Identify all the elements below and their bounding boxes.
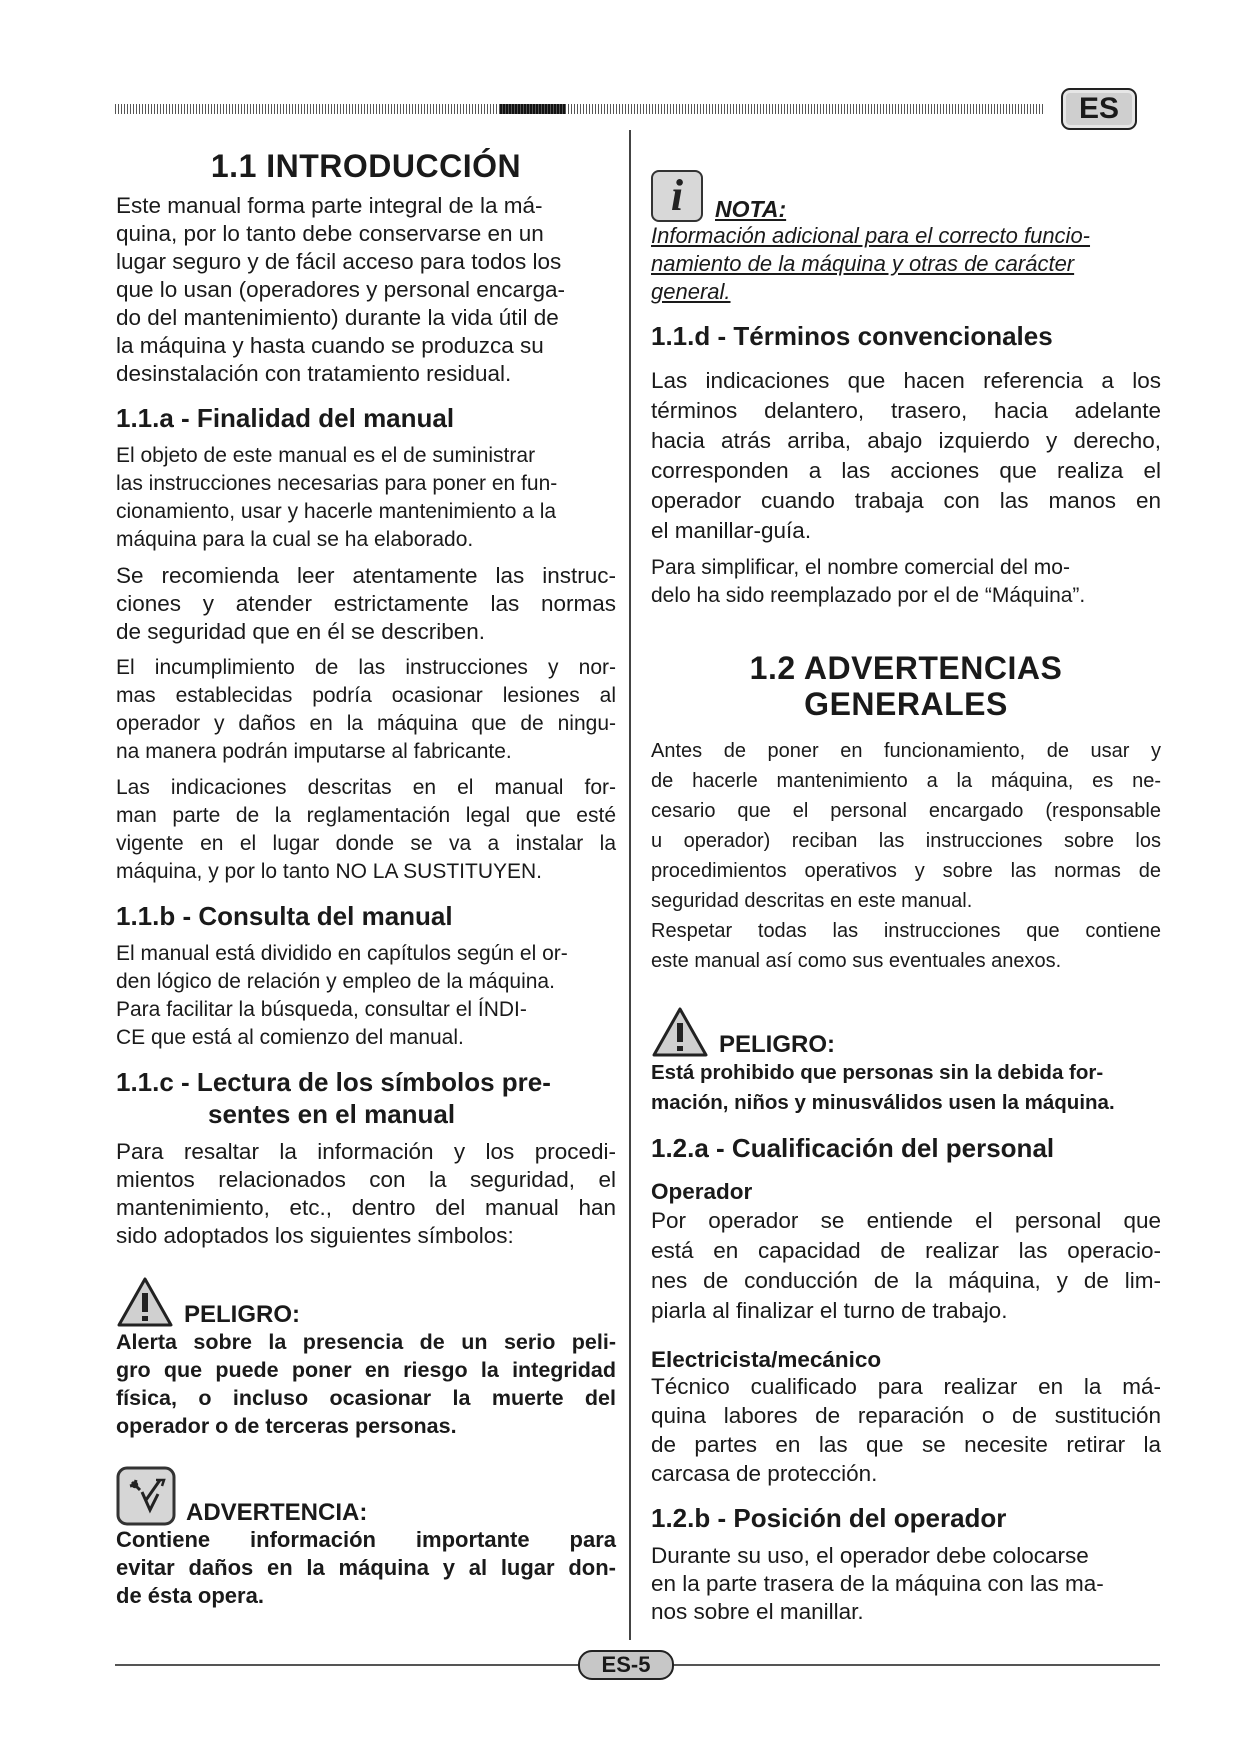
terminos-paragraph-1 [651,366,1161,546]
peligro-symbol-row [116,1272,616,1328]
lectura-paragraph [116,1138,616,1250]
text-line: mas establecidas podría ocasionar lesiones al [116,684,616,707]
text-line: carcasa de protección. [651,1461,878,1486]
text-line: Información adicional para el correcto funcio- [651,223,1091,248]
heading-terminos: 1.1.d - Términos convencionales [651,321,1053,351]
finalidad-paragraph-2 [116,562,616,646]
header-rule-accent [500,104,565,114]
text-line: Técnico cualificado para realizar en la má- [651,1374,1161,1399]
posicion-text [651,1542,1161,1626]
peligro-symbol-row-right [651,1002,1161,1058]
text-line: el manillar-guía. [651,518,812,543]
finalidad-paragraph-1 [116,442,616,554]
text-line: do del mantenimiento) durante la vida útil de [116,305,559,330]
text-line: evitar daños en la máquina y al lugar don- [116,1555,616,1580]
text-line: Por operador se entiende el personal que [651,1208,1161,1233]
text-line: Alerta sobre la presencia de un serio peli- [116,1330,616,1354]
text-line: den lógico de relación y empleo de la máquina. [116,970,555,993]
text-line: na manera podrán imputarse al fabricante. [116,740,512,763]
right-column [651,164,1161,1626]
text-line: man parte de la reglamentación legal que esté [116,804,616,827]
electricista-text [651,1372,1161,1488]
text-line: Respetar todas las instrucciones que contiene [651,920,1161,942]
advertencias-paragraph-2 [651,916,1161,976]
warning-triangle-icon [116,1276,174,1328]
page-number: ES-5 [578,1650,674,1680]
advertencia-text [116,1526,616,1610]
text-line: quina, por lo tanto debe conservarse en un [116,221,544,246]
text-line: está en capacidad de realizar las operacio- [651,1238,1161,1263]
nota-label: NOTA: [715,196,787,222]
text-line: máquina para la cual se ha elaborado. [116,528,474,551]
language-badge: ES [1061,88,1137,130]
section-title-advertencias-cont: GENERALES [804,686,1008,722]
text-line: delo ha sido reemplazado por el de “Máquina”. [651,584,1086,607]
column-divider [629,130,631,1640]
left-column [116,148,616,1610]
text-line: cesario que el personal encargado (responsable [651,800,1161,822]
section-title-advertencias: 1.2 ADVERTENCIAS [749,650,1063,686]
text-line: quina labores de reparación o de sustitución [651,1403,1161,1428]
warning-triangle-icon [651,1006,709,1058]
peligro-label: PELIGRO: [184,1301,301,1328]
text-line: máquina, y por lo tanto NO LA SUSTITUYEN. [116,860,543,883]
text-line: Está prohibido que personas sin la debida for- [651,1061,1104,1084]
text-line: El objeto de este manual es el de suministrar [116,444,536,467]
finalidad-paragraph-4 [116,774,616,886]
text-line: gro que puede poner en riesgo la integridad [116,1358,616,1382]
info-icon: i [651,170,703,222]
text-line: vigente en el lugar donde se va a instalar la [116,832,616,855]
text-line: Contiene información importante para [116,1527,616,1552]
text-line: de hacerle mantenimiento a la máquina, es ne- [651,770,1161,792]
section-title-introduccion: 1.1 INTRODUCCIÓN [210,148,522,184]
text-line: operador y daños en la máquina que de ningu- [116,712,616,735]
text-line: ciones y atender estrictamente las normas [116,591,616,616]
text-line: que lo usan (operadores y personal encarga- [116,277,566,302]
text-line: de ésta opera. [116,1583,264,1608]
text-line: piarla al finalizar el turno de trabajo. [651,1298,1008,1323]
text-line: hacia atrás arriba, abajo izquierdo y derecho, [651,428,1161,453]
electricista-subheading: Electricista/mecánico [651,1347,882,1372]
text-line: corresponden a las acciones que realiza el [651,458,1161,483]
heading-posicion: 1.2.b - Posición del operador [651,1503,1007,1533]
text-line: Este manual forma parte integral de la má- [116,193,543,218]
text-line: Para facilitar la búsqueda, consultar el ÍNDI- [116,998,527,1021]
operador-text [651,1206,1161,1326]
text-line: El incumplimiento de las instrucciones y nor- [116,656,616,679]
text-line: mantenimiento, etc., dentro del manual han [116,1195,616,1220]
advertencias-paragraph-1 [651,736,1161,916]
text-line: general. [651,279,731,304]
advertencia-symbol-row [116,1462,616,1526]
text-line: física, o incluso ocasionar la muerte del [116,1386,616,1410]
header-rule [115,104,1043,114]
page-header [115,88,1160,132]
text-line: operador cuando trabaja con las manos en [651,488,1161,513]
text-line: El manual está dividido en capítulos según el or- [116,942,568,965]
text-line: nes de conducción de la máquina, y de lim- [651,1268,1161,1293]
text-line: mientos relacionados con la seguridad, el [116,1167,616,1192]
text-line: Antes de poner en funcionamiento, de usar y [651,740,1161,762]
text-line: procedimientos operativos y sobre las normas de [651,860,1161,882]
text-line: Para simplificar, el nombre comercial del mo- [651,556,1070,579]
text-line: Para resaltar la información y los procedi- [116,1139,616,1164]
text-line: la máquina y hasta cuando se produzca su [116,333,544,358]
text-line: este manual así como sus eventuales anexos. [651,950,1062,972]
text-line: desinstalación con tratamiento residual. [116,361,512,386]
peligro-text [116,1328,616,1440]
text-line: Se recomienda leer atentamente las instruc- [116,563,616,588]
text-line: mación, niños y minusválidos usen la máquina. [651,1091,1115,1114]
text-line: Durante su uso, el operador debe colocarse [651,1543,1089,1568]
nota-symbol-row [651,164,1161,222]
text-line: CE que está al comienzo del manual. [116,1026,464,1049]
text-line: namiento de la máquina y otras de carácter [651,251,1075,276]
text-line: de partes en las que se necesite retirar la [651,1432,1161,1457]
text-line: términos delantero, trasero, hacia adelante [651,398,1161,423]
text-line: seguridad descritas en este manual. [651,890,973,912]
text-line: nos sobre el manillar. [651,1599,864,1624]
text-line: Las indicaciones descritas en el manual for- [116,776,616,799]
consulta-paragraph [116,940,616,1052]
page-footer [115,1648,1160,1684]
text-line: lugar seguro y de fácil acceso para todos los [116,249,562,274]
heading-lectura-simbolos: 1.1.c - Lectura de los símbolos pre- [116,1067,551,1097]
advertencia-label: ADVERTENCIA: [186,1499,368,1526]
terminos-paragraph-2 [651,554,1161,610]
operador-subheading: Operador [651,1179,753,1204]
nota-text [651,222,1161,306]
text-line: Las indicaciones que hacen referencia a los [651,368,1161,393]
text-line: u operador) reciban las instrucciones sobre los [651,830,1161,852]
intro-paragraph [116,192,616,388]
maintenance-tool-icon [116,1466,176,1526]
heading-consulta: 1.1.b - Consulta del manual [116,901,453,931]
finalidad-paragraph-3 [116,654,616,766]
heading-finalidad: 1.1.a - Finalidad del manual [116,403,455,433]
heading-lectura-simbolos-cont: sentes en el manual [208,1099,456,1129]
peligro-label-right: PELIGRO: [719,1031,836,1058]
text-line: de seguridad que en él se describen. [116,619,486,644]
text-line: operador o de terceras personas. [116,1414,457,1438]
text-line: en la parte trasera de la máquina con las ma- [651,1571,1104,1596]
heading-cualificacion: 1.2.a - Cualificación del personal [651,1133,1055,1163]
text-line: sido adoptados los siguientes símbolos: [116,1223,514,1248]
text-line: las instrucciones necesarias para poner en fun- [116,472,558,495]
text-line: cionamiento, usar y hacerle mantenimiento a la [116,500,557,523]
peligro-text-right [651,1058,1161,1118]
